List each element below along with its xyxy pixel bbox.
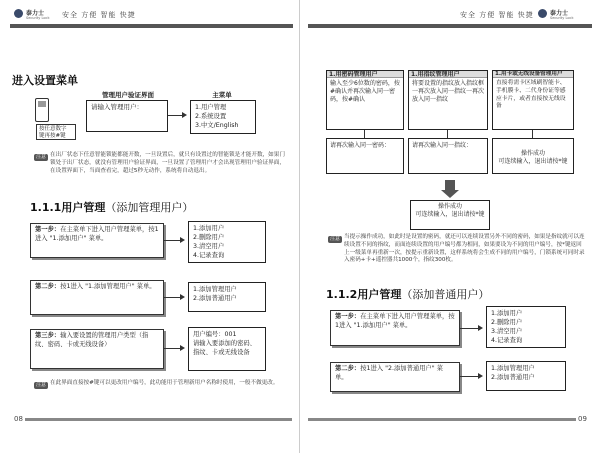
arrow-right-icon xyxy=(180,345,185,351)
arrow-right-icon xyxy=(478,325,483,331)
page-number: 08 xyxy=(14,415,23,423)
method-title: 1.用卡或无线设备管理用户 xyxy=(493,71,573,78)
step-text: 在主菜单下进入用户管理菜单，按1进入 "1.添加用户" 菜单。 xyxy=(35,226,159,242)
brand-logo-icon xyxy=(14,9,23,18)
menu-item: 2.添加普通用户 xyxy=(193,295,237,303)
step-box xyxy=(30,280,164,315)
page-number: 09 xyxy=(578,415,587,423)
subsection-title-paren: （添加普通用户） xyxy=(401,288,490,301)
footer-bar xyxy=(22,418,292,421)
slogan: 安全 方便 智能 快捷 xyxy=(62,11,136,19)
menu-screen xyxy=(188,221,266,263)
arrow-right-icon xyxy=(182,112,187,118)
arrow-line xyxy=(460,376,478,377)
keypad-screen-icon xyxy=(38,101,46,107)
note-text: 在出厂状态下任意智能锁能都能开数，一旦设置后，就只有设置过的智能锁是才能开数，如果门锁处于出厂状态，就没有管理用户验证界面，一旦设置了管理用户才会出现管理用户验证界面，在设置界面下，当面查看完，超过5秒无动作，系统将自动退出。 xyxy=(50,152,285,174)
arrow-line xyxy=(168,115,182,116)
menu-item: 2.删除用户 xyxy=(193,234,225,242)
menu-screen xyxy=(486,306,566,348)
arrow-line xyxy=(447,130,448,138)
section-title: 进入设置菜单 xyxy=(12,74,78,87)
method-text: 将要设置的指纹放入指纹框一再次放入同一指纹一再次放入同一指纹 xyxy=(412,80,485,104)
step-text: 按1进入 "2.添加普通用户" 菜单。 xyxy=(335,365,443,381)
subsection-title-main: 1.1.2用户管理 xyxy=(326,288,402,301)
brand-logo-icon xyxy=(538,9,547,18)
subsection-title-paren: （添加管理用户） xyxy=(105,201,194,214)
step-box xyxy=(30,329,164,369)
note-icon: 注意 xyxy=(329,236,340,242)
step-text: 输入要设置的管理用户类型（指纹、密码、卡或无线设备） xyxy=(35,332,149,348)
note-text: 当提示操作成功，如此时是设置的密码，就还可以连续设置另外不同的密码，如果是指纹就可以连续设置不同的指纹，而面连续设置的用户编号都为相同，如果要设为不同的用户编号，按*键返回上一级菜单再重新一次，按提示重新设置，这样系统将会生成不同的用户编号，门锁系统可同时录入密码+卡+遥控器共1000个，指纹300枚。 xyxy=(344,234,585,264)
subsection-title xyxy=(326,286,489,302)
step-box xyxy=(330,310,460,346)
method-box-fingerprint xyxy=(408,70,488,130)
arrow-line xyxy=(532,130,533,138)
confirm-text: 请再次输入同一密码： xyxy=(330,142,391,149)
menu-item: 2.删除用户 xyxy=(491,319,523,327)
menu-item: 3.清空用户 xyxy=(193,243,225,251)
step-label: 第一步： xyxy=(335,313,361,320)
step-label: 第二步： xyxy=(335,365,361,372)
note-icon: 注意 xyxy=(35,154,46,160)
menu-item: 1.添加用户 xyxy=(491,310,523,317)
right-page xyxy=(300,0,600,453)
main-menu-item: 1.用户管理 xyxy=(195,104,227,111)
menu-item: 3.清空用户 xyxy=(491,328,523,336)
arrow-right-icon xyxy=(180,237,185,243)
confirm-text: 操作成功 可连续输入，退出请按*键 xyxy=(498,150,568,166)
confirm-box xyxy=(408,138,488,174)
success-box: 操作成功 可连续输入，退出请按*键 xyxy=(410,200,490,230)
verify-prompt: 请输入管理用户： xyxy=(91,103,143,111)
arrow-right-icon xyxy=(180,294,185,300)
method-box-card xyxy=(492,70,574,130)
menu-item: 1.添加用户 xyxy=(193,225,225,232)
down-arrow-head-icon xyxy=(441,190,459,198)
brand-sub: Security Lock xyxy=(550,16,574,20)
arrow-line xyxy=(460,328,478,329)
brand-sub: Security Lock xyxy=(26,16,50,20)
main-menu-item: 2.系统设置 xyxy=(195,113,227,121)
menu-screen xyxy=(486,361,566,391)
menu-screen xyxy=(188,327,266,371)
method-box-password xyxy=(326,70,404,130)
menu-item: 1.添加管理用户 xyxy=(491,365,535,372)
menu-item: 1.添加管理用户 xyxy=(193,286,237,293)
menu-screen xyxy=(188,282,266,312)
step-label: 第一步： xyxy=(35,226,61,233)
menu-item: 请输入要添加的密码、指纹、卡或无线设备 xyxy=(193,340,256,357)
subsection-title xyxy=(30,199,193,215)
main-menu-screen xyxy=(190,100,256,134)
input-label: 按任意数字 键再按#键 xyxy=(36,124,76,140)
header-bar xyxy=(308,24,592,28)
arrow-right-icon xyxy=(478,373,483,379)
verify-title: 管理用户验证界面 xyxy=(102,91,154,99)
slogan: 安全 方便 智能 快捷 xyxy=(460,11,534,19)
confirm-box xyxy=(492,138,574,174)
verify-screen xyxy=(86,100,168,132)
main-menu-item: 3.中文/English xyxy=(195,122,239,130)
confirm-text: 请再次输入同一指纹： xyxy=(412,142,473,149)
method-title: 1.用指纹管理用户 xyxy=(409,71,487,78)
step-text: 按1进入 "1.添加管理用户" 菜单。 xyxy=(60,283,156,290)
step-box xyxy=(330,362,460,392)
menu-item: 4.记录查询 xyxy=(193,252,225,260)
arrow-line xyxy=(164,348,180,349)
menu-item: 4.记录查询 xyxy=(491,337,523,345)
step-box xyxy=(30,223,164,258)
footer-bar xyxy=(308,418,576,421)
method-title: 1.用密码管理用户 xyxy=(327,71,403,78)
arrow-line xyxy=(164,240,180,241)
step-label: 第三步： xyxy=(35,332,61,339)
arrow-line xyxy=(164,297,180,298)
brand-name: 泰力士 xyxy=(550,10,569,17)
header-bar xyxy=(10,24,293,28)
menu-item: 2.添加普通用户 xyxy=(491,374,535,382)
subsection-title-main: 1.1.1用户管理 xyxy=(30,201,106,214)
confirm-box xyxy=(326,138,404,174)
note-icon: 注意 xyxy=(35,382,46,388)
step-label: 第二步： xyxy=(35,283,61,290)
arrow-line xyxy=(364,130,365,138)
down-arrow-icon xyxy=(445,180,455,190)
note-text: 在此界面直接按#键可以更改用户编号，此功能用于管理新用户名称时使用，一般不做更改。 xyxy=(50,380,279,386)
step-text: 在主菜单下进入用户管理菜单，按1进入 "1.添加用户" 菜单。 xyxy=(335,313,455,329)
method-text: 输入至少6位数的密码，按#确认并再次输入同一密码，按#确认 xyxy=(330,80,400,104)
method-text: 直接将需卡区域刷智能卡、手机膜卡、二代身份证等感应卡片，或者直接按无线设备 xyxy=(496,80,566,110)
main-menu-title: 主菜单 xyxy=(212,91,232,99)
brand-name: 泰力士 xyxy=(26,10,45,17)
menu-item: 用户编号：001 xyxy=(193,331,237,338)
